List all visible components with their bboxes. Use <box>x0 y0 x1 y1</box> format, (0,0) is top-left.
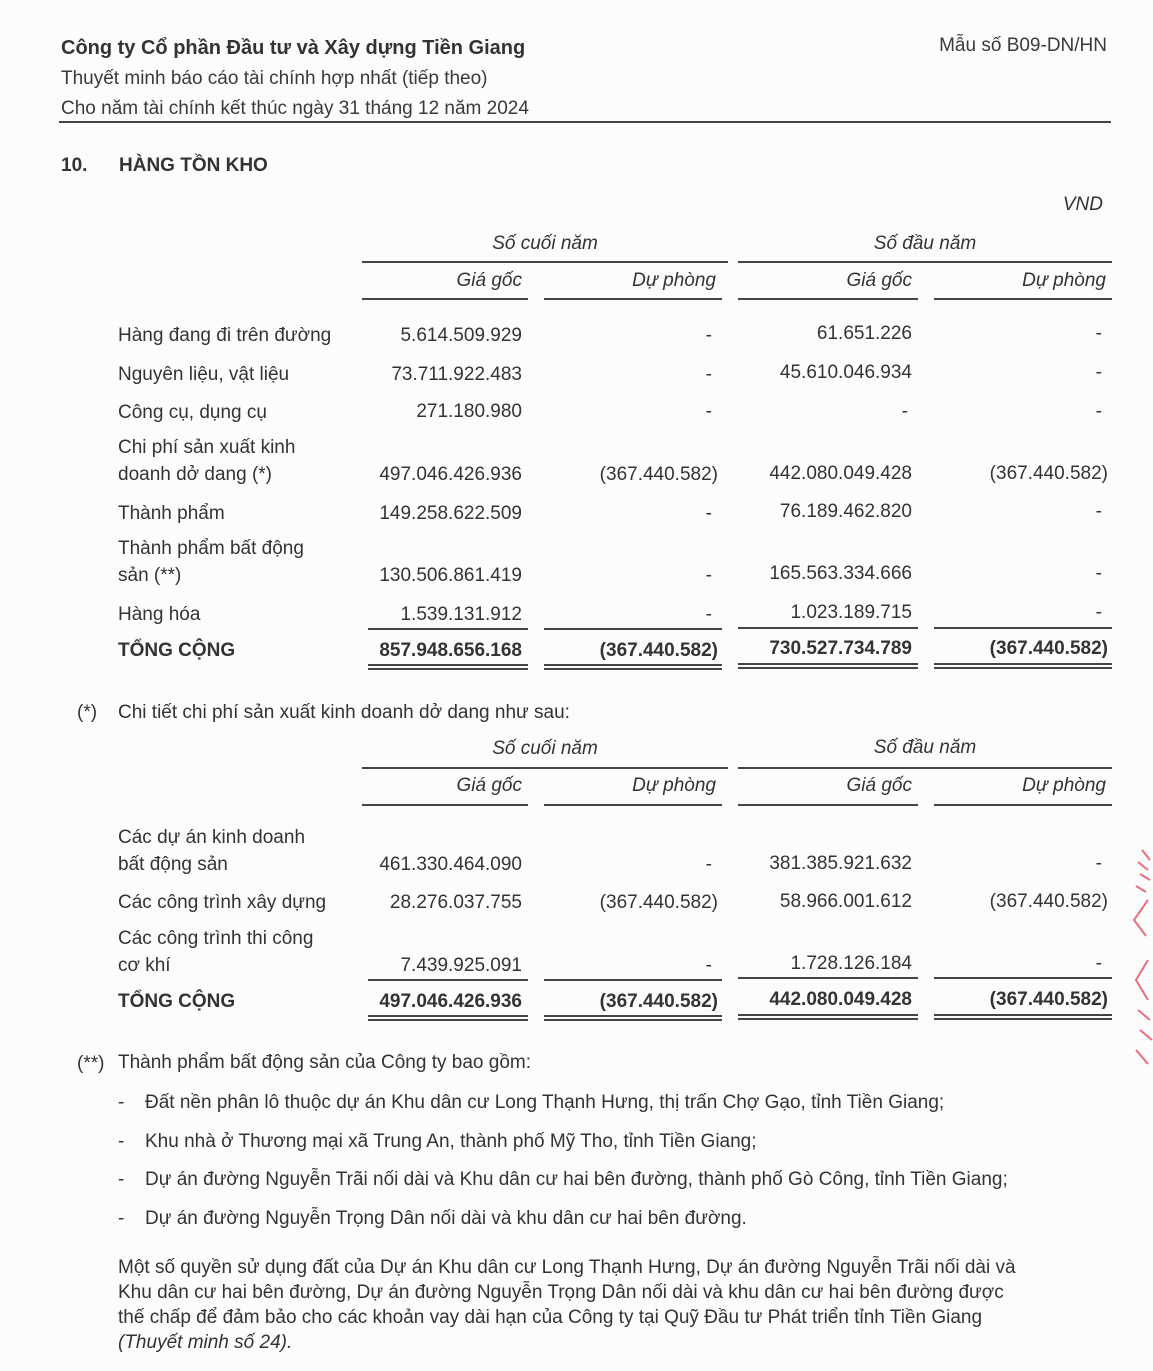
total-double-rule <box>368 664 528 670</box>
bullet-dash-icon: - <box>118 1131 125 1152</box>
list-item-text: Khu nhà ở Thương mại xã Trung An, thành phố Mỹ Tho, tỉnh Tiền Giang; <box>145 1131 757 1152</box>
begin-provision: - <box>1095 563 1102 584</box>
begin-provision: (367.440.582) <box>989 891 1108 912</box>
total-end-cost: 497.046.426.936 <box>379 991 522 1012</box>
list-item-text: Dự án đường Nguyễn Trọng Dân nối dài và khu dân cư hai bên đường. <box>145 1208 747 1229</box>
red-stamp-icon <box>1128 840 1153 1090</box>
end-provision: (367.440.582) <box>599 892 718 913</box>
total-begin-cost: 730.527.734.789 <box>769 638 912 659</box>
row-label: Hàng đang đi trên đường <box>118 325 332 346</box>
begin-cost: 45.610.046.934 <box>779 362 912 383</box>
total-double-rule <box>934 663 1112 669</box>
row-label-line2: cơ khí <box>118 955 171 976</box>
total-double-rule <box>544 664 722 670</box>
subtotal-rule <box>934 627 1112 629</box>
end-cost: 130.506.861.419 <box>379 565 522 586</box>
begin-cost: 1.023.189.715 <box>790 602 912 623</box>
group-header-end-of-year: Số cuối năm <box>492 233 598 254</box>
col-underline <box>544 804 722 806</box>
row-label-line1: Các dự án kinh doanh <box>118 827 306 848</box>
row-label: Thành phẩm <box>118 503 225 524</box>
end-cost: 73.711.922.483 <box>391 364 522 385</box>
collateral-paragraph-line3: thế chấp để đảm bảo cho các khoản vay dài hạn của Công ty tại Quỹ Đầu tư Phát triển tỉnh Tiền Giang <box>118 1307 983 1328</box>
section-title: HÀNG TỒN KHO <box>119 155 268 176</box>
total-double-rule <box>544 1015 722 1021</box>
total-label: TỔNG CỘNG <box>118 991 236 1012</box>
end-provision: - <box>705 955 712 976</box>
begin-cost: 61.651.226 <box>816 323 912 344</box>
group-underline <box>738 767 1112 769</box>
end-cost: 28.276.037.755 <box>389 892 522 913</box>
total-begin-cost: 442.080.049.428 <box>769 989 912 1010</box>
end-provision: - <box>705 401 712 422</box>
report-subtitle: Thuyết minh báo cáo tài chính hợp nhất (tiếp theo) <box>61 68 488 89</box>
begin-provision: - <box>1095 401 1102 422</box>
currency-unit: VND <box>1062 194 1103 215</box>
end-cost: 271.180.980 <box>416 401 522 422</box>
subtotal-rule <box>368 628 528 630</box>
subtotal-rule <box>368 979 528 981</box>
bullet-dash-icon: - <box>118 1169 125 1190</box>
end-cost: 461.330.464.090 <box>379 854 522 875</box>
total-label: TỔNG CỘNG <box>118 640 236 661</box>
col-header-cost: Giá gốc <box>846 775 912 796</box>
begin-cost: 1.728.126.184 <box>790 953 912 974</box>
group-header-end-of-year: Số cuối năm <box>492 738 598 759</box>
end-cost: 7.439.925.091 <box>400 955 522 976</box>
col-underline <box>362 298 528 300</box>
end-provision: - <box>705 503 712 524</box>
col-header-cost: Giá gốc <box>456 775 522 796</box>
row-label: Các công trình xây dựng <box>118 892 327 913</box>
begin-provision: - <box>1095 853 1102 874</box>
bullet-dash-icon: - <box>118 1208 125 1229</box>
begin-provision: - <box>1095 602 1102 623</box>
total-begin-provision: (367.440.582) <box>989 989 1108 1010</box>
begin-cost: 381.385.921.632 <box>769 853 912 874</box>
group-underline <box>362 261 728 263</box>
row-label: Nguyên liệu, vật liệu <box>118 364 290 385</box>
begin-cost: - <box>901 401 908 422</box>
group-header-beginning-of-year: Số đầu năm <box>873 737 977 758</box>
begin-provision: - <box>1095 362 1102 383</box>
row-label: Hàng hóa <box>118 604 201 625</box>
col-header-provision: Dự phòng <box>1022 270 1106 291</box>
col-underline <box>738 298 918 300</box>
total-end-provision: (367.440.582) <box>599 991 718 1012</box>
section-number: 10. <box>61 155 88 176</box>
subtotal-rule <box>544 628 722 630</box>
begin-provision: - <box>1095 323 1102 344</box>
end-provision: - <box>705 854 712 875</box>
total-begin-provision: (367.440.582) <box>989 638 1108 659</box>
total-double-rule <box>934 1014 1112 1020</box>
row-label: Công cụ, dụng cụ <box>118 402 267 423</box>
note-marker: (*) <box>77 702 98 723</box>
col-header-provision: Dự phòng <box>632 775 716 796</box>
begin-cost: 165.563.334.666 <box>769 563 912 584</box>
col-underline <box>544 298 722 300</box>
total-end-cost: 857.948.656.168 <box>379 640 522 661</box>
begin-cost: 442.080.049.428 <box>769 463 912 484</box>
end-provision: - <box>705 604 712 625</box>
form-code: Mẫu số B09-DN/HN <box>939 35 1107 56</box>
end-cost: 1.539.131.912 <box>400 604 522 625</box>
end-provision: (367.440.582) <box>599 464 718 485</box>
row-label-line2: sản (**) <box>118 565 182 586</box>
subtotal-rule <box>738 977 918 979</box>
group-header-beginning-of-year: Số đầu năm <box>873 233 977 254</box>
list-item-text: Đất nền phân lô thuộc dự án Khu dân cư Long Thạnh Hưng, thị trấn Chợ Gạo, tỉnh Tiền Giang; <box>145 1092 945 1113</box>
group-underline <box>738 261 1112 263</box>
header-divider <box>59 121 1111 123</box>
collateral-paragraph-line2: Khu dân cư hai bên đường, Dự án đường Nguyễn Trọng Dân nối dài và khu dân cư hai bên đường được <box>118 1282 1004 1303</box>
report-period: Cho năm tài chính kết thúc ngày 31 tháng 12 năm 2024 <box>61 98 529 119</box>
col-underline <box>934 298 1112 300</box>
row-label-line1: Các công trình thi công <box>118 928 314 949</box>
subtotal-rule <box>544 979 722 981</box>
end-cost: 497.046.426.936 <box>379 464 522 485</box>
col-header-cost: Giá gốc <box>846 270 912 291</box>
end-cost: 149.258.622.509 <box>379 503 522 524</box>
subtotal-rule <box>934 977 1112 979</box>
end-cost: 5.614.509.929 <box>400 325 522 346</box>
collateral-paragraph-line1: Một số quyền sử dụng đất của Dự án Khu dân cư Long Thạnh Hưng, Dự án đường Nguyễn Trãi nối dài và <box>118 1257 1016 1278</box>
note-intro: Thành phẩm bất động sản của Công ty bao gồm: <box>118 1052 531 1073</box>
begin-cost: 58.966.001.612 <box>779 891 912 912</box>
begin-provision: - <box>1095 953 1102 974</box>
col-header-provision: Dự phòng <box>632 270 716 291</box>
row-label-line2: bất động sản <box>118 854 228 875</box>
col-underline <box>738 804 918 806</box>
begin-cost: 76.189.462.820 <box>779 501 912 522</box>
total-end-provision: (367.440.582) <box>599 640 718 661</box>
end-provision: - <box>705 325 712 346</box>
begin-provision: (367.440.582) <box>989 463 1108 484</box>
row-label-line1: Chi phí sản xuất kinh <box>118 437 296 458</box>
subtotal-rule <box>738 627 918 629</box>
company-name: Công ty Cổ phần Đầu tư và Xây dựng Tiền Giang <box>61 37 526 59</box>
row-label-line2: doanh dở dang (*) <box>118 464 273 485</box>
total-double-rule <box>368 1015 528 1021</box>
group-underline <box>362 767 728 769</box>
bullet-dash-icon: - <box>118 1092 125 1113</box>
begin-provision: - <box>1095 501 1102 522</box>
total-double-rule <box>738 663 918 669</box>
list-item-text: Dự án đường Nguyễn Trãi nối dài và Khu dân cư hai bên đường, thành phố Gò Công, tỉnh Tiền Giang; <box>145 1169 1008 1190</box>
col-underline <box>934 804 1112 806</box>
note-reference: (Thuyết minh số 24). <box>118 1332 293 1353</box>
note-intro: Chi tiết chi phí sản xuất kinh doanh dở dang như sau: <box>118 702 570 723</box>
col-header-cost: Giá gốc <box>456 270 522 291</box>
total-double-rule <box>738 1014 918 1020</box>
row-label-line1: Thành phẩm bất động <box>118 538 304 559</box>
end-provision: - <box>705 364 712 385</box>
note-marker: (**) <box>77 1053 105 1074</box>
col-header-provision: Dự phòng <box>1022 775 1106 796</box>
end-provision: - <box>705 565 712 586</box>
col-underline <box>362 804 528 806</box>
